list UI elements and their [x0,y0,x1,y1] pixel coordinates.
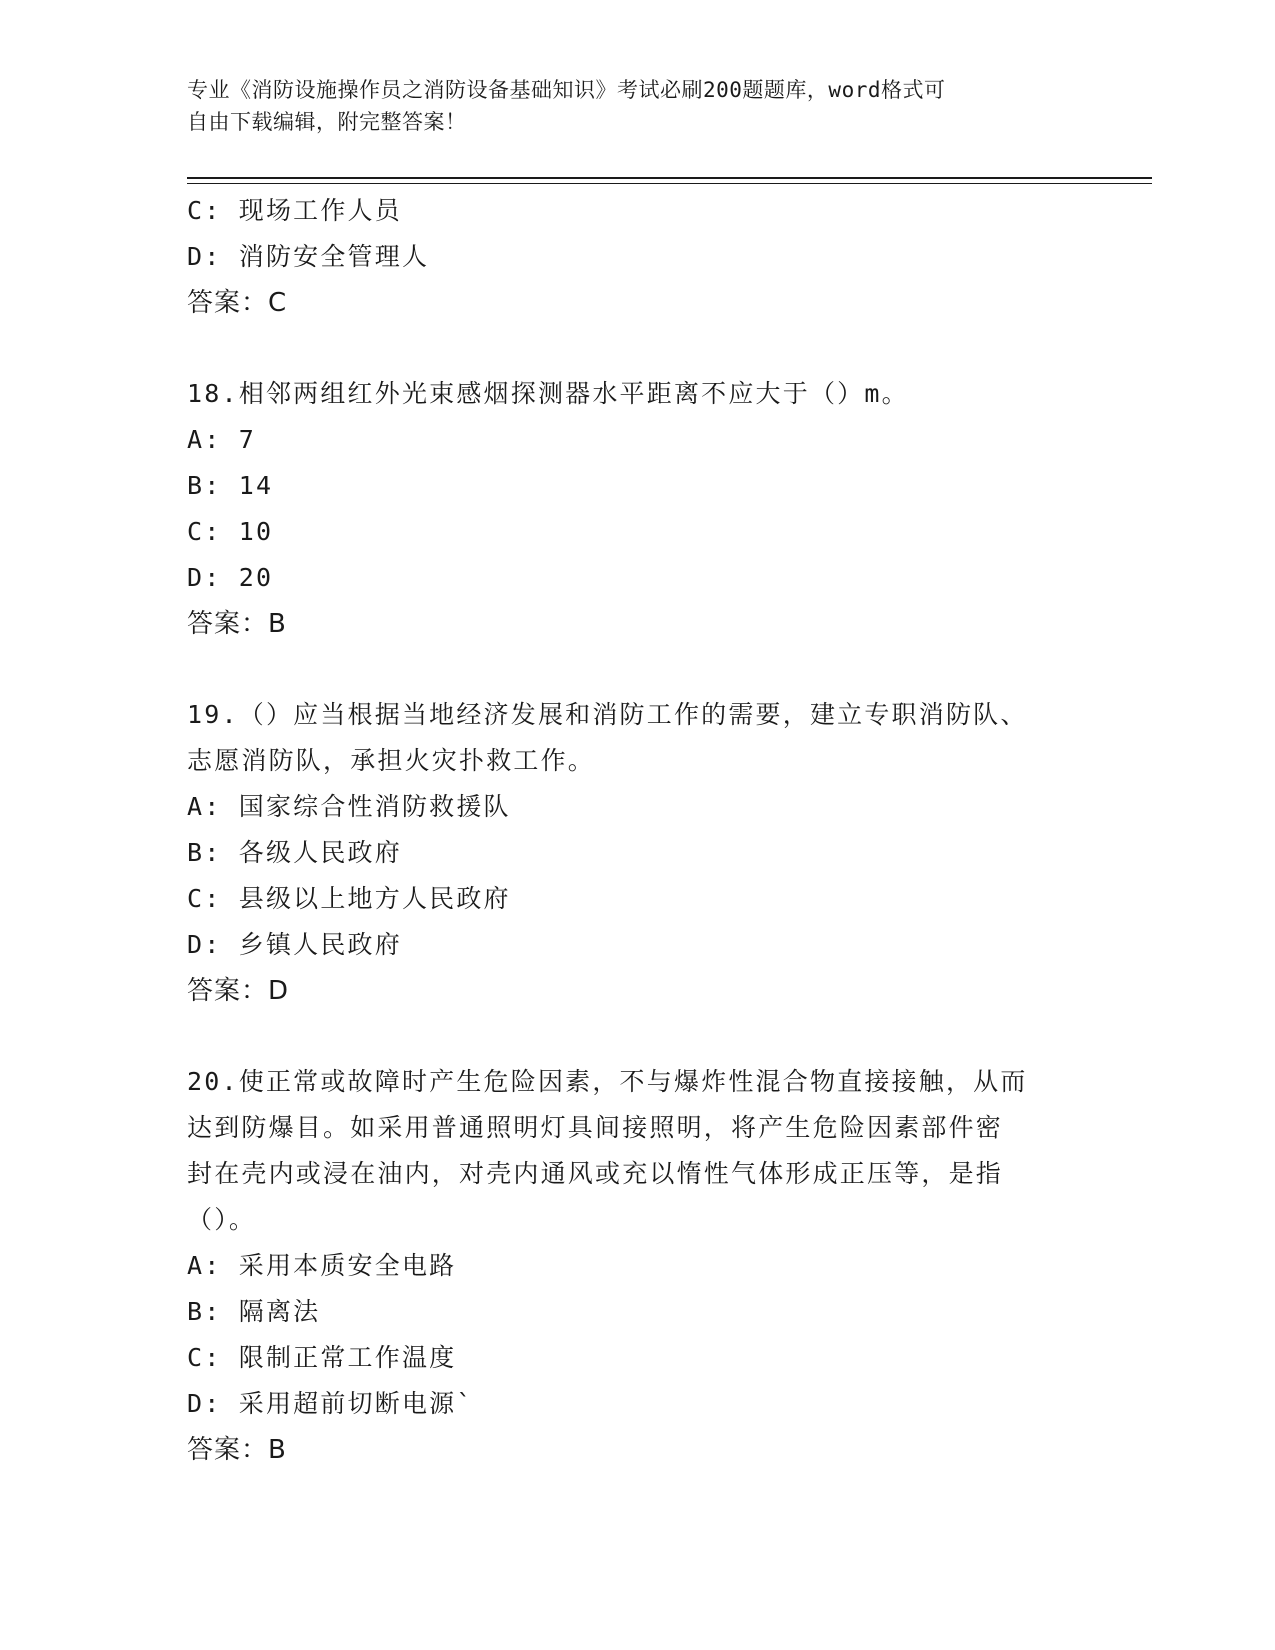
answer-line: 答案：B [187,609,287,639]
question-text-line-3: 封在壳内或浸在油内，对壳内通风或充以惰性气体形成正压等，是指 [187,1159,1004,1188]
option-d: D: 20 [187,563,274,592]
option-c: C: 现场工作人员 [187,196,402,225]
answer-line: 答案：C [187,288,288,318]
header-divider-thin [187,183,1152,184]
option-b: B: 14 [187,471,274,500]
option-d: D: 乡镇人民政府 [187,930,402,959]
question-text-line-2: 达到防爆目。如采用普通照明灯具间接照明，将产生危险因素部件密 [187,1113,1004,1142]
question-18 [187,371,1087,647]
spacer [187,647,1087,692]
header-divider-thick [187,177,1152,179]
spacer [187,1014,1087,1059]
question-text-line-1: 20.使正常或故障时产生危险因素，不与爆炸性混合物直接接触，从而 [187,1067,1028,1096]
question-list [187,188,1087,1473]
option-a: A: 7 [187,425,257,454]
option-d: D: 采用超前切断电源` [187,1389,474,1418]
question-19 [187,692,1087,1014]
answer-line: 答案：B [187,1435,287,1465]
header-title-line-2: 自由下载编辑，附完整答案！ [187,110,467,134]
option-c: C: 限制正常工作温度 [187,1343,457,1372]
header-title-line-1: 专业《消防设施操作员之消防设备基础知识》考试必刷200题题库，word格式可 [187,78,946,102]
option-a: A: 国家综合性消防救援队 [187,792,511,821]
question-text-line-2: 志愿消防队，承担火灾扑救工作。 [187,746,596,775]
question-text-line-4: （）。 [187,1205,257,1234]
option-b: B: 隔离法 [187,1297,321,1326]
question-17-continued [187,188,1087,326]
option-c: C: 10 [187,517,274,546]
question-text: 18.相邻两组红外光束感烟探测器水平距离不应大于（）m。 [187,379,909,408]
option-b: B: 各级人民政府 [187,838,402,867]
document-header [187,74,1087,138]
spacer [187,326,1087,371]
answer-line: 答案：D [187,976,290,1006]
question-20 [187,1059,1087,1473]
question-text-line-1: 19.（）应当根据当地经济发展和消防工作的需要，建立专职消防队、 [187,700,1028,729]
option-a: A: 采用本质安全电路 [187,1251,457,1280]
option-c: C: 县级以上地方人民政府 [187,884,511,913]
option-d: D: 消防安全管理人 [187,242,430,271]
